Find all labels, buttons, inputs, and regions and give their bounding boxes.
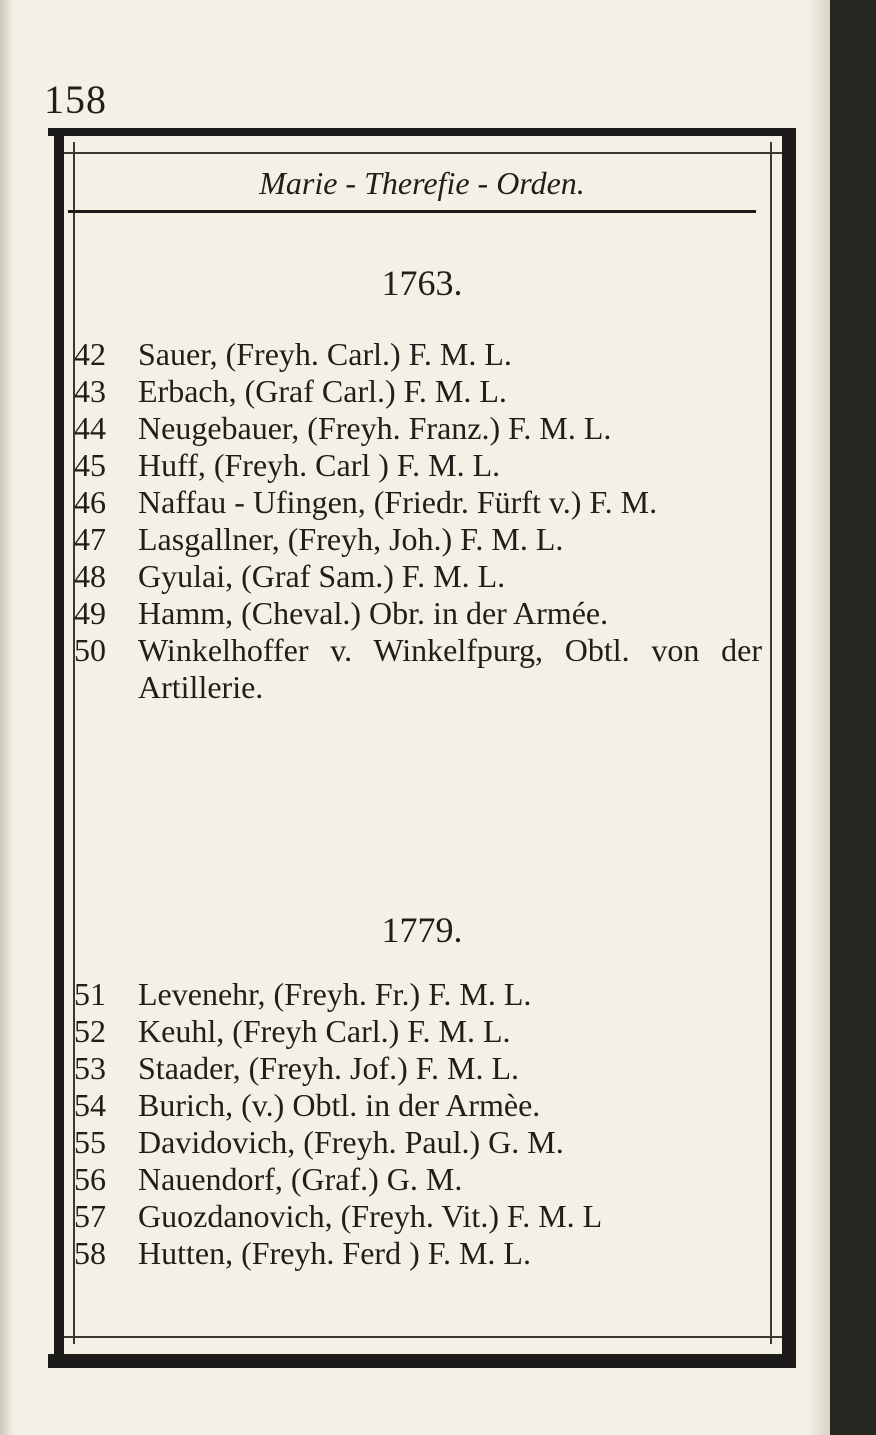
entry-number: 58 bbox=[74, 1235, 106, 1271]
frame-border-right bbox=[782, 128, 796, 1368]
list-item bbox=[74, 484, 762, 521]
list-item bbox=[74, 1198, 762, 1235]
list-item bbox=[74, 336, 762, 373]
entry-number: 49 bbox=[74, 595, 106, 631]
entry-number: 55 bbox=[74, 1124, 106, 1160]
entry-number: 52 bbox=[74, 1013, 106, 1049]
list-item bbox=[74, 373, 762, 410]
entry-number: 43 bbox=[74, 373, 106, 409]
section-year: 1779. bbox=[381, 910, 463, 950]
list-item bbox=[74, 410, 762, 447]
entry-text: Levenehr, (Freyh. Fr.) F. M. L. bbox=[138, 976, 532, 1012]
entry-number: 50 bbox=[74, 632, 106, 668]
entry-number: 47 bbox=[74, 521, 106, 557]
entry-text: Davidovich, (Freyh. Paul.) G. M. bbox=[138, 1124, 564, 1160]
entry-number: 54 bbox=[74, 1087, 106, 1123]
page-number: 158 bbox=[44, 77, 107, 122]
entry-number: 45 bbox=[74, 447, 106, 483]
entry-text: Guozdanovich, (Freyh. Vit.) F. M. L bbox=[138, 1198, 603, 1234]
list-item bbox=[74, 521, 762, 558]
entry-number: 46 bbox=[74, 484, 106, 520]
list-item bbox=[74, 558, 762, 595]
page-title: Marie - Therefie - Orden. bbox=[259, 165, 585, 201]
list-item bbox=[74, 1050, 762, 1087]
entry-text: Hamm, (Cheval.) Obr. in der Armée. bbox=[138, 595, 609, 631]
entry-number: 51 bbox=[74, 976, 106, 1012]
entry-text: Hutten, (Freyh. Ferd ) F. M. L. bbox=[138, 1235, 531, 1271]
entry-text: Keuhl, (Freyh Carl.) F. M. L. bbox=[138, 1013, 511, 1049]
entry-number: 48 bbox=[74, 558, 106, 594]
page-edge bbox=[0, 0, 14, 1435]
header-divider bbox=[68, 210, 756, 213]
entry-text: Burich, (v.) Obtl. in der Armèe. bbox=[138, 1087, 541, 1123]
list-item bbox=[74, 976, 762, 1013]
list-item bbox=[74, 1124, 762, 1161]
entry-text: Naffau - Ufingen, (Friedr. Fürft v.) F. M. bbox=[138, 484, 658, 520]
inner-rule-bottom bbox=[64, 1336, 782, 1338]
binding-shadow bbox=[808, 0, 830, 1435]
list-item bbox=[74, 1087, 762, 1124]
entry-text: Sauer, (Freyh. Carl.) F. M. L. bbox=[138, 336, 512, 372]
entry-number: 57 bbox=[74, 1198, 106, 1234]
list-item bbox=[74, 1235, 762, 1272]
frame-border-bottom bbox=[48, 1354, 796, 1368]
page-frame bbox=[48, 128, 796, 1368]
section-year: 1763. bbox=[381, 263, 463, 303]
frame-border-top bbox=[48, 128, 796, 136]
entry-number: 44 bbox=[74, 410, 106, 446]
entry-text: Nauendorf, (Graf.) G. M. bbox=[138, 1161, 463, 1197]
inner-rule-top bbox=[64, 152, 782, 154]
list-item bbox=[74, 1161, 762, 1198]
entry-number: 56 bbox=[74, 1161, 106, 1197]
list-item bbox=[74, 1013, 762, 1050]
entry-text: Winkelhoffer v. Winkelfpurg, Obtl. von der Artillerie. bbox=[138, 632, 762, 705]
entry-text: Staader, (Freyh. Jof.) F. M. L. bbox=[138, 1050, 519, 1086]
list-item bbox=[74, 632, 762, 706]
list-item bbox=[74, 595, 762, 632]
book-spine bbox=[830, 0, 876, 1435]
entry-list bbox=[74, 336, 762, 706]
entry-text: Gyulai, (Graf Sam.) F. M. L. bbox=[138, 558, 506, 594]
entry-list bbox=[74, 976, 762, 1272]
entry-text: Neugebauer, (Freyh. Franz.) F. M. L. bbox=[138, 410, 612, 446]
entry-text: Lasgallner, (Freyh, Joh.) F. M. L. bbox=[138, 521, 564, 557]
entry-text: Huff, (Freyh. Carl ) F. M. L. bbox=[138, 447, 501, 483]
entry-text: Erbach, (Graf Carl.) F. M. L. bbox=[138, 373, 507, 409]
entry-number: 42 bbox=[74, 336, 106, 372]
entry-number: 53 bbox=[74, 1050, 106, 1086]
inner-rule-right bbox=[770, 142, 772, 1344]
frame-border-left bbox=[54, 128, 64, 1368]
list-item bbox=[74, 447, 762, 484]
